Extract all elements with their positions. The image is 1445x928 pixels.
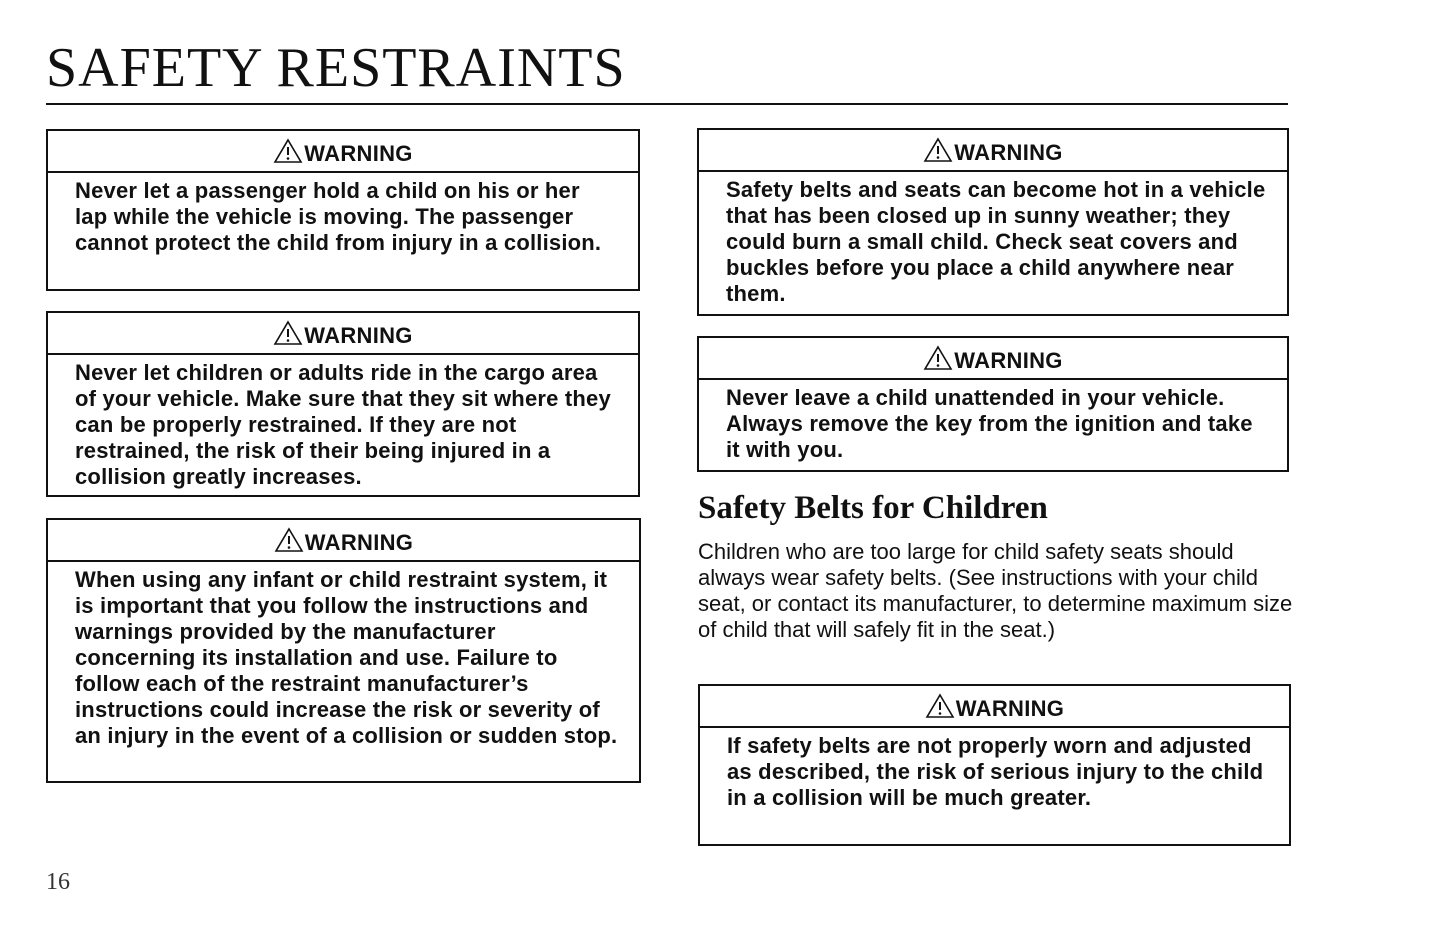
warning-text: When using any infant or child restraint system, it is important that you follow the instructions and warnings provided by the manufacturer concerning its installation and use. Failure to follow each of the restraint manufacturer’s instructions could increase the risk or severity of an injury in the event of a collision or sudden stop. xyxy=(75,567,618,748)
warning-triangle-icon xyxy=(925,693,955,719)
warning-header xyxy=(48,520,639,562)
warning-header xyxy=(699,338,1287,380)
warning-box-unattended-child xyxy=(697,336,1289,472)
warning-label: WARNING xyxy=(304,530,414,555)
warning-box-hot-seats xyxy=(697,128,1289,316)
warning-label: WARNING xyxy=(304,141,413,166)
section-heading: Safety Belts for Children xyxy=(698,490,1048,526)
warning-box-cargo-area xyxy=(46,311,640,497)
page-number: 16 xyxy=(46,869,70,895)
warning-box-belt-fit xyxy=(698,684,1291,846)
warning-triangle-icon xyxy=(273,320,303,346)
warning-triangle-icon xyxy=(274,527,304,553)
warning-triangle-icon xyxy=(923,345,953,371)
warning-header xyxy=(700,686,1289,728)
warning-box-restraint-instructions xyxy=(46,518,641,783)
warning-label: WARNING xyxy=(954,140,1063,165)
warning-text: If safety belts are not properly worn and adjusted as described, the risk of serious injury to the child in a collision will be much greater. xyxy=(727,733,1264,810)
warning-header xyxy=(48,131,638,173)
warning-text: Never let a passenger hold a child on his or her lap while the vehicle is moving. The passenger cannot protect the child from injury in a collision. xyxy=(75,178,602,255)
warning-box-passenger-lap xyxy=(46,129,640,291)
warning-triangle-icon xyxy=(273,138,303,164)
page-title: SAFETY RESTRAINTS xyxy=(46,37,626,99)
warning-text: Safety belts and seats can become hot in a vehicle that has been closed up in sunny weather; they could burn a small child. Check seat covers and buckles before you place a child anywhere near them. xyxy=(726,177,1266,306)
warning-label: WARNING xyxy=(954,348,1063,373)
section-paragraph: Children who are too large for child safety seats should always wear safety belts. (See instructions with your child seat, or contact its manufacturer, to determine maximum size of child that will safely fit in the seat.) xyxy=(698,539,1293,642)
title-divider xyxy=(46,103,1288,105)
warning-triangle-icon xyxy=(923,137,953,163)
warning-header xyxy=(48,313,638,355)
warning-label: WARNING xyxy=(955,696,1065,721)
warning-label: WARNING xyxy=(304,323,413,348)
warning-text: Never leave a child unattended in your vehicle. Always remove the key from the ignition and take it with you. xyxy=(726,385,1253,462)
warning-header xyxy=(699,130,1287,172)
warning-text: Never let children or adults ride in the cargo area of your vehicle. Make sure that they sit where they can be properly restrained. If they are not restrained, the risk of their being injured in a collision greatly increases. xyxy=(75,360,611,489)
